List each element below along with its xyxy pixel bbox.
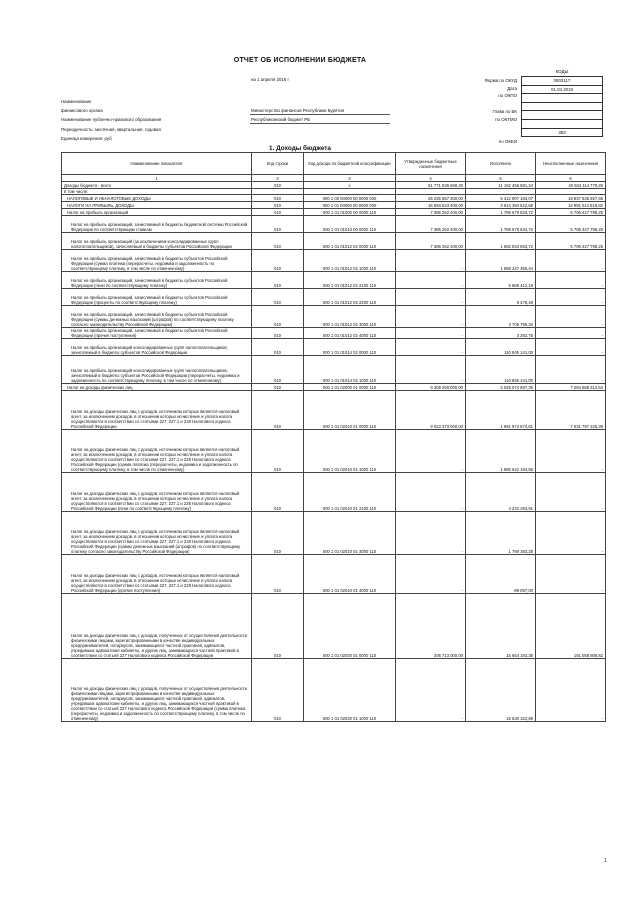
code-label-oktmo: по ОКТМО — [495, 117, 517, 122]
row-code-cell: 010 — [252, 182, 304, 189]
row-executed-cell: 1 790 383,28 — [466, 512, 536, 555]
row-name-cell: Налог на прибыль организаций, зачисляемый в бюджеты бюджетной системы Российской Федерации по соответствующим ставкам — [62, 216, 252, 233]
row-approved-cell: - — [396, 430, 466, 473]
codes-box — [521, 68, 603, 137]
row-code-cell: 010 — [252, 202, 304, 209]
row-executed-cell: 1 789 679 834,72 — [466, 216, 536, 233]
row-approved-cell: - — [396, 356, 466, 384]
code-okpo — [521, 93, 603, 102]
row-kbk-cell: x — [304, 182, 396, 189]
code-okei: 383 — [521, 128, 603, 138]
row-kbk-cell: 000 1 00 00000 00 0000 000 — [304, 195, 396, 202]
table-row — [62, 202, 606, 209]
row-name-cell: Налог на доходы физических лиц с доходов, источником которых является налоговый агент, за исключением доходов, в отношении которых исчисление и уплата налога осуществляются в соответствии со статьями 227, 227.1 и 228 Налогового кодекса Российской Федерации (суммы денежных взысканий (штрафов) по соответствующему платежу согласно законодательству Российской Федерации) — [62, 512, 252, 555]
report-title: ОТЧЕТ ОБ ИСПОЛНЕНИИ БЮДЖЕТА — [233, 57, 367, 64]
row-code-cell: 010 — [252, 430, 304, 473]
row-name-cell: НАЛОГОВЫЕ И НЕНАЛОГОВЫЕ ДОХОДЫ — [62, 195, 252, 202]
row-approved-cell: - — [396, 272, 466, 289]
row-unexecuted-cell: - — [536, 555, 606, 594]
row-unexecuted-cell: - — [536, 659, 606, 722]
row-executed-cell: -89 097,00 — [466, 555, 536, 594]
row-kbk-cell: 000 1 01 01012 02 3000 110 — [304, 306, 396, 328]
table-row — [62, 182, 606, 189]
row-approved-cell: 51 771 539 660,40 — [396, 182, 466, 189]
row-name-cell: Доходы бюджета - всего — [62, 182, 252, 189]
row-unexecuted-cell: 7 284 585 312,64 — [536, 384, 606, 391]
row-kbk-cell: 000 1 01 01012 02 4000 110 — [304, 328, 396, 339]
page-number: 1 — [604, 858, 607, 864]
row-executed-cell: 9 478,48 — [466, 289, 536, 306]
row-code-cell: 010 — [252, 384, 304, 391]
income-table — [61, 152, 606, 722]
row-code-cell: 010 — [252, 250, 304, 272]
row-name-cell: Налог на доходы физических лиц с доходов, источником которых является налоговый агент, за исключением доходов, в отношении которых исчисление и уплата налога осуществляются в соответствии со статьями 227, 227.1 и 228 Налогового кодекса Российской Федерации (пени по соответствующему платежу) — [62, 473, 252, 512]
row-name-cell: Налог на доходы физических лиц с доходов, источником которых является налоговый агент, за исключением доходов, в отношении которых исчисление и уплата налога осуществляются в соответствии со статьями 227, 227.1 и 228 Налогового кодекса Российской Федерации — [62, 391, 252, 430]
table-row — [62, 391, 606, 430]
row-executed-cell: 2 025 074 687,35 — [466, 384, 536, 391]
table-row — [62, 512, 606, 555]
row-executed-cell: 1 789 679 834,72 — [466, 209, 536, 216]
row-approved-cell: - — [396, 473, 466, 512]
label-fin-organ: финансового органа — [61, 108, 103, 113]
row-approved-cell: - — [396, 328, 466, 339]
row-name-cell: в том числе: — [62, 189, 252, 195]
row-kbk-cell: 000 1 01 01012 02 2100 110 — [304, 272, 396, 289]
row-unexecuted-cell: 40 634 114 779,26 — [536, 182, 606, 189]
row-name-cell: Налог на прибыль организаций (за исключением консолидированных групп налогоплательщиков), зачисляемый в бюджеты субъектов Российской Федерации — [62, 233, 252, 250]
ppo-value: Республиканский бюджет РБ — [251, 117, 310, 122]
row-kbk-cell: 000 1 01 01010 00 0000 110 — [304, 216, 396, 233]
table-row — [62, 216, 606, 233]
row-name-cell: НАЛОГИ НА ПРИБЫЛЬ, ДОХОДЫ — [62, 202, 252, 209]
row-executed-cell: 3 705 756,34 — [466, 306, 536, 328]
row-approved-cell: - — [396, 555, 466, 594]
fin-organ-value: Министерство финансов Республики Бурятия — [251, 108, 345, 113]
row-unexecuted-cell: 19 837 535 557,65 — [536, 195, 606, 202]
code-label-okpo: по ОКПО — [498, 93, 517, 98]
row-executed-cell: 5 866 412,19 — [466, 272, 536, 289]
row-approved-cell: - — [396, 339, 466, 356]
table-row — [62, 289, 606, 306]
row-approved-cell: 7 385 262 400,00 — [396, 216, 466, 233]
row-kbk-cell: 000 1 01 01012 02 2200 110 — [304, 289, 396, 306]
table-row — [62, 272, 606, 289]
row-code-cell: 010 — [252, 289, 304, 306]
row-approved-cell: 7 385 262 400,00 — [396, 209, 466, 216]
row-approved-cell: 9 309 260 000,00 — [396, 384, 466, 391]
table-row — [62, 195, 606, 202]
label-unit: Единица измерения: руб — [61, 136, 112, 141]
row-unexecuted-cell: - — [536, 306, 606, 328]
row-unexecuted-cell: - — [536, 356, 606, 384]
code-label-okei: по ОКЕИ — [498, 139, 517, 144]
row-approved-cell: - — [396, 659, 466, 722]
column-number: 3 — [304, 175, 396, 182]
table-row — [62, 384, 606, 391]
row-code-cell: 010 — [252, 233, 304, 250]
row-code-cell: 010 — [252, 328, 304, 339]
row-code-cell: 010 — [252, 216, 304, 233]
row-kbk-cell: 000 1 01 00000 00 0000 000 — [304, 202, 396, 209]
row-code-cell: 010 — [252, 512, 304, 555]
row-approved-cell: - — [396, 512, 466, 555]
row-name-cell: Налог на прибыль организаций — [62, 209, 252, 216]
table-row — [62, 555, 606, 594]
table-header-row — [62, 153, 606, 175]
row-name-cell: Налог на прибыль организаций, зачисляемый в бюджеты субъектов Российской Федерации (суммы денежных взысканий (штрафов) по соответствующему платежу согласно законодательству Российской Федерации) — [62, 306, 252, 328]
col-header-executed: Исполнено — [466, 153, 536, 175]
row-executed-cell: 5 412 907 183,07 — [466, 195, 536, 202]
col-header-code: Код строки — [252, 153, 304, 175]
row-approved-cell: - — [396, 250, 466, 272]
row-kbk-cell: 000 1 01 02020 01 0000 110 — [304, 594, 396, 659]
report-date: на 1 апреля 2018 г — [251, 77, 290, 82]
row-name-cell: Налог на прибыль организаций консолидированных групп налогоплательщиков, зачисляемый в бюджеты субъектов Российской Федерации — [62, 339, 252, 356]
row-name-cell: Налог на прибыль организаций, зачисляемый в бюджеты субъектов Российской Федерации (сумма платежа (перерасчеты, недоимка и задолженность по соответствующему платежу, в том числе по отмененному) — [62, 250, 252, 272]
code-empty — [521, 119, 603, 128]
row-executed-cell: 4 231 293,91 — [466, 473, 536, 512]
row-code-cell: 010 — [252, 555, 304, 594]
row-name-cell: Налог на прибыль организаций, зачисляемый в бюджеты субъектов Российской Федерации (проценты по соответствующему платежу) — [62, 289, 252, 306]
row-kbk-cell: 000 1 01 02010 01 2100 110 — [304, 473, 396, 512]
row-unexecuted-cell: 5 706 427 798,25 — [536, 216, 606, 233]
row-name-cell: Налог на прибыль организаций консолидированных групп налогоплательщиков, зачисляемый в бюджеты субъектов Российской Федерации (перерасчеты, недоимка и задолженность по соответствующему платежу, в том числе по отмененному) — [62, 356, 252, 384]
row-code-cell: 010 — [252, 272, 304, 289]
row-code-cell: 010 — [252, 391, 304, 430]
row-unexecuted-cell: - — [536, 430, 606, 473]
row-kbk-cell: 000 1 01 02000 01 0000 110 — [304, 384, 396, 391]
code-label-date: Дата — [507, 86, 517, 91]
row-code-cell: 010 — [252, 339, 304, 356]
row-code-cell: 010 — [252, 195, 304, 202]
table-row — [62, 356, 606, 384]
table-row — [62, 250, 606, 272]
col-header-name: Наименование показателя — [62, 153, 252, 175]
row-kbk-cell: 000 1 01 01000 00 0000 110 — [304, 209, 396, 216]
row-kbk-cell: 000 1 01 01012 02 1000 110 — [304, 250, 396, 272]
col-header-kbk: Код дохода по бюджетной классификации — [304, 153, 396, 175]
row-approved-cell: 9 023 373 000,00 — [396, 391, 466, 430]
row-unexecuted-cell: 12 991 012 818,82 — [536, 202, 606, 209]
row-executed-cell: 15 654 193,38 — [466, 594, 536, 659]
row-name-cell: Налог на доходы физических лиц с доходов, полученных от осуществления деятельности физическими лицами, зарегистрированными в качестве индивидуальных предпринимателей, нотариусов, занимающихся частной практикой, адвокатов, учредивших адвокатские кабинеты, и других лиц, занимающихся частной практикой в соответствии со статьей 227 Налогового кодекса Российской Федерации (сумма платежа (перерасчеты, недоимка и задолженность по соответствующему платежу, в том числе по отмененному) — [62, 659, 252, 722]
row-code-cell: 010 — [252, 306, 304, 328]
code-date: 01.04.2018 — [521, 85, 603, 94]
column-number: 1 — [62, 175, 252, 182]
column-number: 6 — [536, 175, 606, 182]
column-number: 2 — [252, 175, 304, 182]
row-name-cell: Налог на прибыль организаций, зачисляемый в бюджеты субъектов Российской Федерации (прочие поступления) — [62, 328, 252, 339]
codes-title: КОДЫ — [555, 69, 569, 74]
row-kbk-cell: 000 1 01 01012 02 0000 110 — [304, 233, 396, 250]
row-unexecuted-cell: - — [536, 250, 606, 272]
row-name-cell: Налог на прибыль организаций, зачисляемый в бюджеты субъектов Российской Федерации (пени по соответствующему платежу) — [62, 272, 252, 289]
row-code-cell: 010 — [252, 356, 304, 384]
col-header-approved: Утвержденные бюджетные назначения — [396, 153, 466, 175]
row-approved-cell: 7 385 262 400,00 — [396, 233, 466, 250]
row-approved-cell: 16 694 523 400,00 — [396, 202, 466, 209]
row-unexecuted-cell: - — [536, 328, 606, 339]
row-approved-cell: 25 225 557 300,00 — [396, 195, 466, 202]
section-title: 1. Доходы бюджета — [269, 145, 331, 152]
row-code-cell: 010 — [252, 659, 304, 722]
row-approved-cell: - — [396, 306, 466, 328]
table-row — [62, 328, 606, 339]
row-code-cell: 010 — [252, 473, 304, 512]
row-kbk-cell: 000 1 01 02010 01 4000 110 — [304, 555, 396, 594]
row-kbk-cell: 000 1 01 02010 01 3000 110 — [304, 512, 396, 555]
code-okud: 0503117 — [521, 76, 603, 85]
row-kbk-cell: 000 1 01 02020 01 1000 110 — [304, 659, 396, 722]
column-number: 4 — [396, 175, 466, 182]
table-row — [62, 233, 606, 250]
row-executed-cell: 3 382,75 — [466, 328, 536, 339]
row-executed-cell: 3 614 394 522,65 — [466, 202, 536, 209]
row-name-cell: Налог на доходы физических лиц — [62, 384, 252, 391]
label-ppo: Наименование публично-правового образования — [61, 117, 162, 122]
row-unexecuted-cell: - — [536, 272, 606, 289]
col-header-unexecuted: Неисполненные назначения — [536, 153, 606, 175]
table-row — [62, 339, 606, 356]
table-row — [62, 209, 606, 216]
row-unexecuted-cell: - — [536, 289, 606, 306]
row-unexecuted-cell: 5 706 427 798,25 — [536, 209, 606, 216]
row-executed-cell: 1 682 834 693,72 — [466, 233, 536, 250]
row-code-cell: 010 — [252, 594, 304, 659]
row-unexecuted-cell: 7 031 797 325,39 — [536, 391, 606, 430]
label-naimenovanie: Наименование — [61, 99, 92, 104]
table-row — [62, 306, 606, 328]
code-label-glava: Глава по БК — [492, 109, 517, 114]
row-executed-cell: 1 985 642 194,56 — [466, 430, 536, 473]
row-kbk-cell: 000 1 01 02010 01 0000 110 — [304, 391, 396, 430]
row-unexecuted-cell: - — [536, 473, 606, 512]
row-executed-cell: 1 668 247 355,44 — [466, 250, 536, 272]
row-kbk-cell: 000 1 01 01014 02 1000 110 — [304, 356, 396, 384]
row-executed-cell: 15 630 322,89 — [466, 659, 536, 722]
column-numbers-row — [62, 175, 606, 182]
label-period: Периодичность: месячная, квартальная, годовая — [61, 127, 161, 132]
column-number: 5 — [466, 175, 536, 182]
code-oktmo — [521, 110, 603, 119]
row-unexecuted-cell: - — [536, 512, 606, 555]
row-unexecuted-cell: - — [536, 339, 606, 356]
row-code-cell: 010 — [252, 209, 304, 216]
row-approved-cell: - — [396, 289, 466, 306]
row-kbk-cell: 000 1 01 02010 01 1000 110 — [304, 430, 396, 473]
row-kbk-cell: 000 1 01 01014 02 0000 110 — [304, 339, 396, 356]
row-unexecuted-cell: 5 706 427 798,25 — [536, 233, 606, 250]
code-label-okud: Форма по ОКУД — [484, 78, 517, 83]
table-row — [62, 430, 606, 473]
table-row — [62, 594, 606, 659]
code-glava — [521, 102, 603, 111]
row-executed-cell: 1 991 674 674,61 — [466, 391, 536, 430]
row-unexecuted-cell: 191 058 806,62 — [536, 594, 606, 659]
row-name-cell: Налог на доходы физических лиц с доходов, источником которых является налоговый агент, за исключением доходов, в отношении которых исчисление и уплата налога осуществляются в соответствии со статьями 227, 227.1 и 228 Налогового кодекса Российской Федерации (сумма платежа (перерасчеты, недоимка и задолженность по соответствующему платежу, в том числе по отмененному) — [62, 430, 252, 473]
row-executed-cell: 11 162 455 581,24 — [466, 182, 536, 189]
table-row — [62, 473, 606, 512]
row-executed-cell: 110 845 141,00 — [466, 356, 536, 384]
table-row — [62, 659, 606, 722]
row-name-cell: Налог на доходы физических лиц с доходов, полученных от осуществления деятельности физическими лицами, зарегистрированными в качестве индивидуальных предпринимателей, нотариусов, занимающихся частной практикой, адвокатов, учредивших адвокатские кабинеты, и других лиц, занимающихся частной практикой в соответствии со статьей 227 Налогового кодекса Российской Федерации — [62, 594, 252, 659]
row-name-cell: Налог на доходы физических лиц с доходов, источником которых является налоговый агент, за исключением доходов, в отношении которых исчисление и уплата налога осуществляются в соответствии со статьями 227, 227.1 и 228 Налогового кодекса Российской Федерации (прочие поступления) — [62, 555, 252, 594]
row-approved-cell: 205 713 000,00 — [396, 594, 466, 659]
row-executed-cell: 110 845 141,00 — [466, 339, 536, 356]
